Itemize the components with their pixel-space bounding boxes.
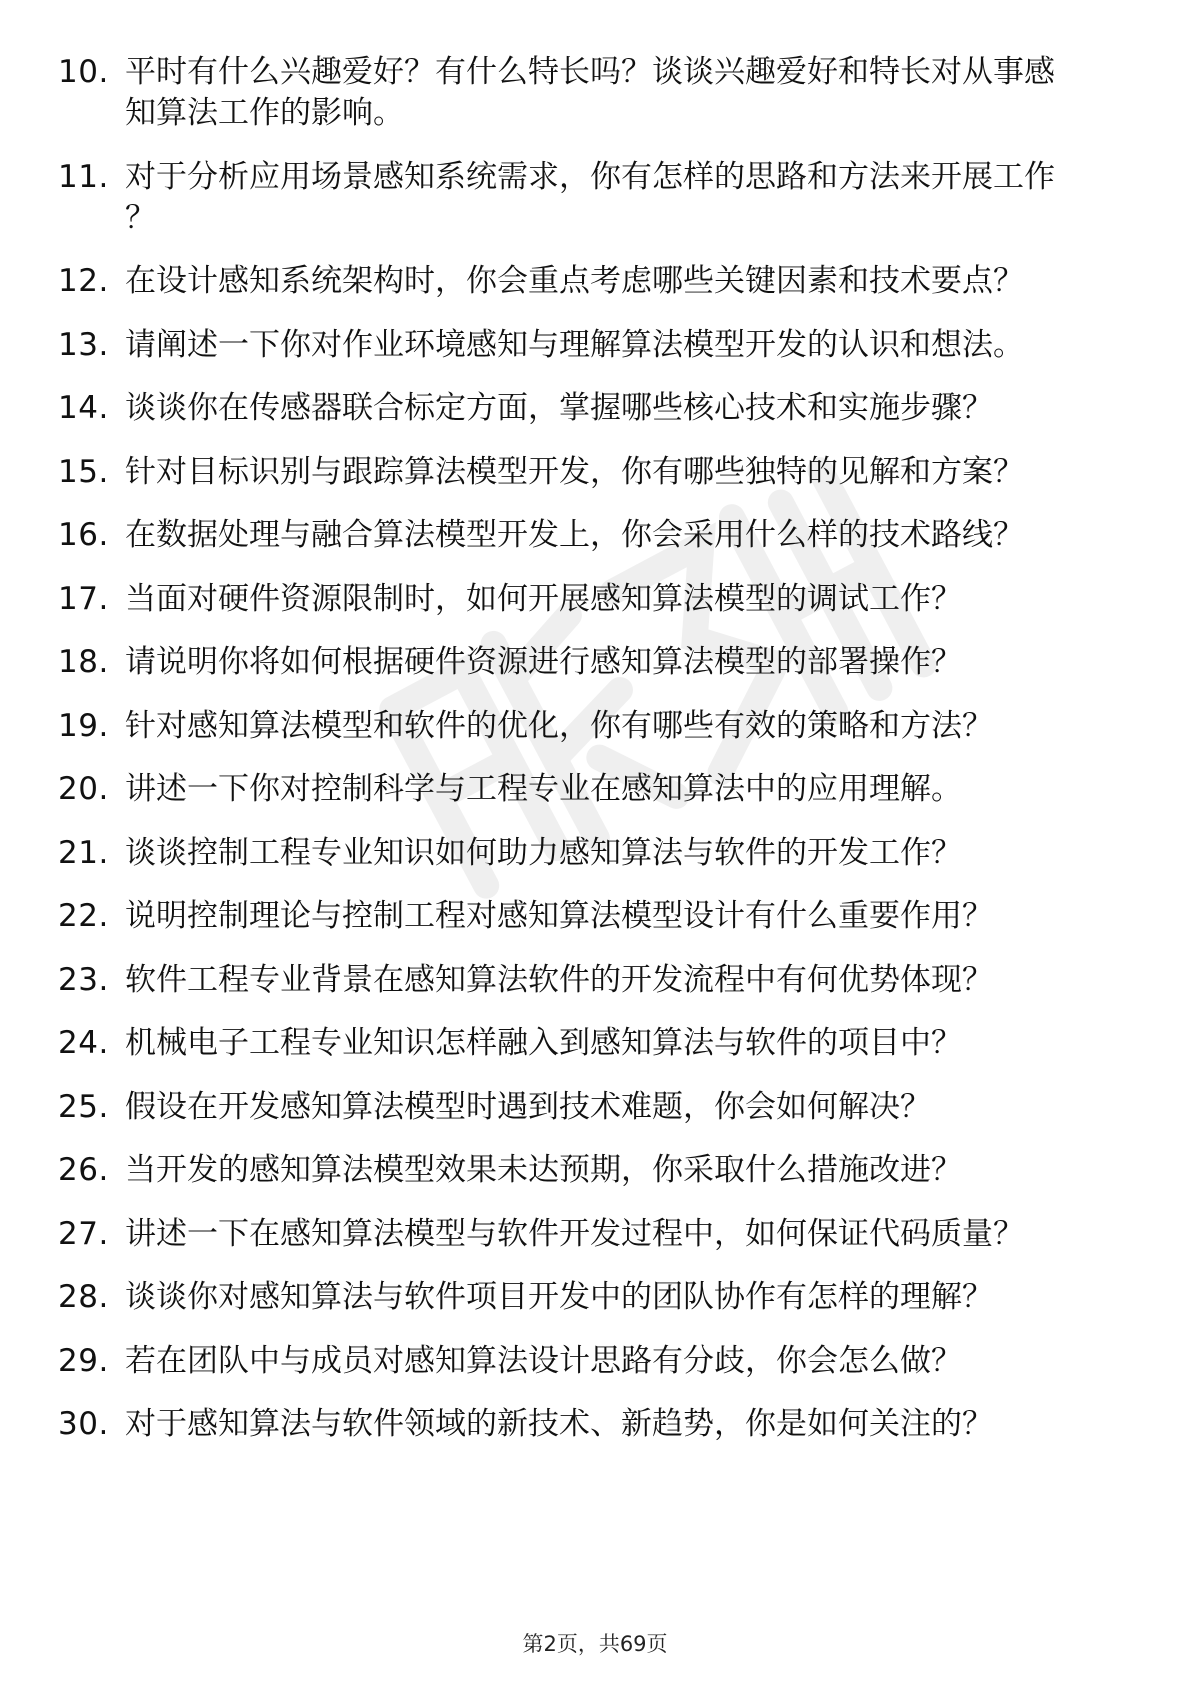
question-item — [58, 1023, 1138, 1064]
question-text: 平时有什么兴趣爱好？有什么特长吗？谈谈兴趣爱好和特长对从事感知算法工作的影响。 — [125, 54, 1055, 131]
question-item — [58, 325, 1138, 366]
question-item — [58, 261, 1138, 302]
question-text: 在设计感知系统架构时，你会重点考虑哪些关键因素和技术要点？ — [125, 263, 1024, 299]
question-item — [58, 833, 1138, 874]
question-number: 24. — [58, 1025, 109, 1061]
question-text: 对于感知算法与软件领域的新技术、新趋势，你是如何关注的？ — [125, 1406, 993, 1442]
question-text: 对于分析应用场景感知系统需求，你有怎样的思路和方法来开展工作？ — [125, 158, 1055, 236]
question-number: 26. — [58, 1152, 109, 1188]
question-number: 19. — [58, 707, 109, 744]
question-text: 软件工程专业背景在感知算法软件的开发流程中有何优势体现？ — [125, 961, 993, 998]
question-list — [58, 52, 1138, 1468]
question-number: 23. — [58, 961, 109, 998]
question-item — [58, 515, 1138, 556]
question-number: 27. — [58, 1215, 109, 1252]
question-item — [58, 388, 1138, 429]
question-text: 当面对硬件资源限制时，如何开展感知算法模型的调试工作？ — [125, 580, 962, 617]
question-number: 22. — [58, 898, 109, 934]
question-item — [58, 960, 1138, 1001]
question-item — [58, 157, 1138, 239]
question-number: 16. — [58, 517, 109, 553]
question-text: 若在团队中与成员对感知算法设计思路有分歧，你会怎么做？ — [125, 1342, 962, 1379]
question-item — [58, 1341, 1138, 1382]
question-number: 30. — [58, 1406, 109, 1442]
question-text: 讲述一下你对控制科学与工程专业在感知算法中的应用理解。 — [125, 771, 962, 807]
question-item — [58, 706, 1138, 747]
question-number: 25. — [58, 1088, 109, 1125]
question-item — [58, 52, 1138, 134]
question-item — [58, 1214, 1138, 1255]
question-number: 13. — [58, 326, 109, 363]
question-item — [58, 896, 1138, 937]
question-text: 说明控制理论与控制工程对感知算法模型设计有什么重要作用？ — [125, 898, 993, 934]
question-item — [58, 452, 1138, 493]
page-footer: 第2页，共69页 — [522, 1632, 668, 1656]
question-item — [58, 1404, 1138, 1445]
question-number: 12. — [58, 263, 109, 299]
question-item — [58, 1277, 1138, 1318]
question-number: 11. — [58, 158, 109, 195]
question-text: 在数据处理与融合算法模型开发上，你会采用什么样的技术路线？ — [125, 517, 1024, 553]
question-text: 针对感知算法模型和软件的优化，你有哪些有效的策略和方法？ — [125, 707, 993, 744]
question-number: 18. — [58, 644, 109, 680]
question-number: 10. — [58, 54, 109, 90]
question-text: 谈谈你在传感器联合标定方面，掌握哪些核心技术和实施步骤？ — [125, 390, 993, 426]
question-text: 讲述一下在感知算法模型与软件开发过程中，如何保证代码质量？ — [125, 1215, 1024, 1252]
question-number: 14. — [58, 390, 109, 426]
question-text: 请说明你将如何根据硬件资源进行感知算法模型的部署操作？ — [125, 644, 962, 680]
question-item — [58, 1087, 1138, 1128]
question-text: 假设在开发感知算法模型时遇到技术难题，你会如何解决？ — [125, 1088, 931, 1125]
question-item — [58, 769, 1138, 810]
question-text: 谈谈控制工程专业知识如何助力感知算法与软件的开发工作？ — [125, 834, 962, 871]
question-item — [58, 642, 1138, 683]
question-number: 17. — [58, 580, 109, 617]
question-text: 谈谈你对感知算法与软件项目开发中的团队协作有怎样的理解？ — [125, 1279, 993, 1315]
question-number: 21. — [58, 834, 109, 871]
question-text: 请阐述一下你对作业环境感知与理解算法模型开发的认识和想法。 — [125, 326, 1024, 363]
question-item — [58, 579, 1138, 620]
question-number: 29. — [58, 1342, 109, 1379]
question-number: 20. — [58, 771, 109, 807]
question-text: 机械电子工程专业知识怎样融入到感知算法与软件的项目中？ — [125, 1025, 962, 1061]
question-number: 28. — [58, 1279, 109, 1315]
question-item — [58, 1150, 1138, 1191]
question-number: 15. — [58, 453, 109, 490]
question-text: 针对目标识别与跟踪算法模型开发，你有哪些独特的见解和方案？ — [125, 453, 1024, 490]
question-text: 当开发的感知算法模型效果未达预期，你采取什么措施改进？ — [125, 1152, 962, 1188]
